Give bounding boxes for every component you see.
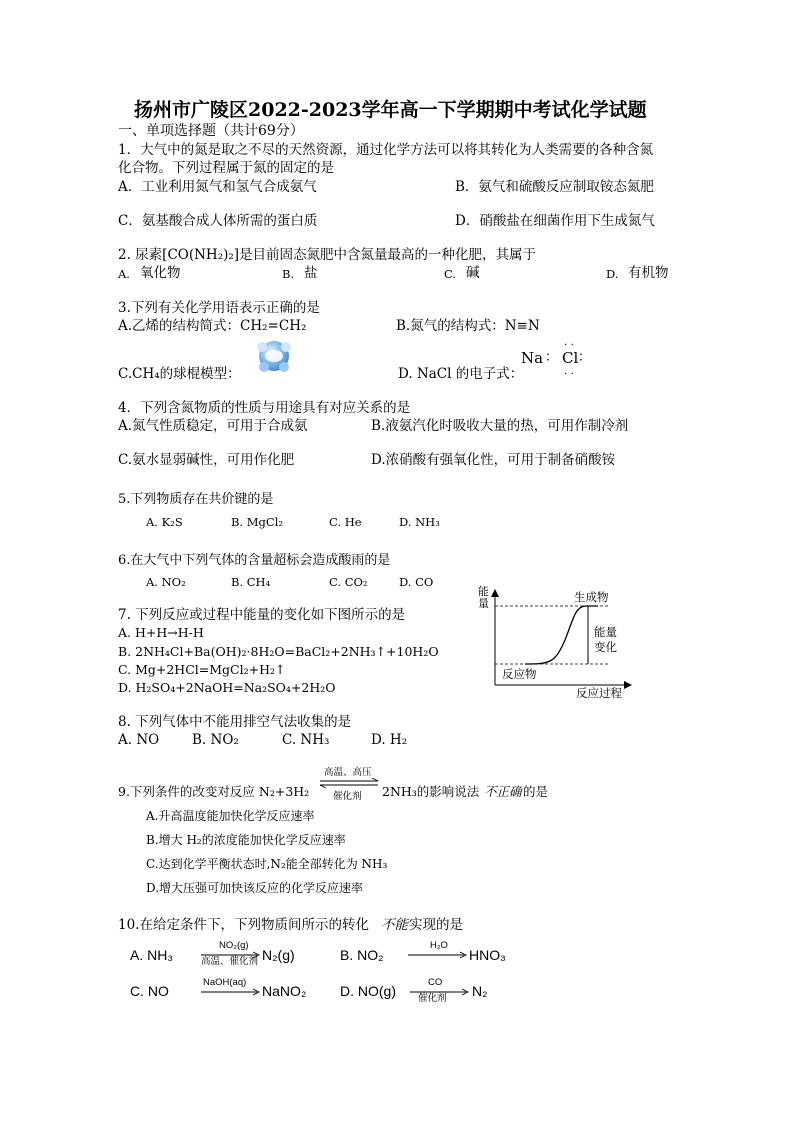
q2-option-c: 碱 xyxy=(466,265,480,281)
q9-option-c: C.达到化学平衡状态时,N₂能全部转化为 NH₃ xyxy=(146,857,388,871)
q10-stem-post: 实现的是 xyxy=(409,917,463,933)
q1-option-d: D．硝酸盐在细菌作用下生成氮气 xyxy=(455,213,655,229)
q10-d-condition-bottom: 催化剂 xyxy=(418,993,447,1004)
q10-c-condition-top: NaOH(aq) xyxy=(203,977,247,988)
graph-reactant-label: 反应物 xyxy=(502,669,537,681)
q1-option-a: A．工业利用氮气和氢气合成氨气 xyxy=(118,179,317,195)
q5-option-d: D. NH₃ xyxy=(399,515,440,529)
section-heading: 一、单项选择题（共计69分） xyxy=(118,123,304,139)
graph-x-label: 反应过程 xyxy=(576,688,622,700)
q2-option-b-key: B. xyxy=(282,267,295,281)
q6-option-b: B. CH₄ xyxy=(231,575,271,589)
q10-stem-pre: 10.在给定条件下，下列物质间所示的转化 xyxy=(118,917,369,933)
q1-stem-line1: 1．大气中的氮是取之不尽的天然资源，通过化学方法可以将其转化为人类需要的各种含氮 xyxy=(118,142,654,158)
q10-a-condition-top: NO₂(g) xyxy=(219,940,249,951)
q4-option-d: D.浓硝酸有强氧化性，可用于制备硝酸铵 xyxy=(371,452,616,468)
q2-option-a: 氧化物 xyxy=(140,265,181,281)
nacl-colon-right: ： xyxy=(578,350,592,365)
q6-option-d: D. CO xyxy=(399,575,434,589)
q9-stem-pre: 9.下列条件的改变对反应 N₂+3H₂ xyxy=(118,784,310,799)
ch4-ball-stick-model-image xyxy=(250,335,298,375)
q6-stem: 6.在大气中下列气体的含量超标会造成酸雨的是 xyxy=(118,553,391,568)
q4-option-b: B.液氨汽化时吸收大量的热，可用作制冷剂 xyxy=(371,418,629,434)
q7-option-c: C. Mg+2HCl=MgCl₂+H₂↑ xyxy=(118,662,286,677)
q4-option-c: C.氨水显弱碱性，可用作化肥 xyxy=(118,452,295,468)
q10-b-product: HNO₃ xyxy=(469,947,506,963)
q2-option-d: 有机物 xyxy=(628,265,669,281)
q3-option-d: D. NaCl 的电子式： xyxy=(398,366,524,382)
nacl-dots-top: · · xyxy=(564,339,575,351)
q5-option-a: A. K₂S xyxy=(146,515,183,529)
q2-option-c-key: C. xyxy=(444,267,457,281)
nacl-dots-bottom: · · xyxy=(564,368,575,380)
q8-option-d: D. H₂ xyxy=(371,732,408,748)
q3-stem: 3.下列有关化学用语表示正确的是 xyxy=(118,300,320,316)
q10-b-reactant: B. NO₂ xyxy=(340,947,384,963)
graph-y-label-2: 量 xyxy=(478,598,489,610)
q3-option-c: C.CH₄的球棍模型： xyxy=(118,366,241,382)
q10-b-arrow-icon xyxy=(408,951,468,959)
nacl-cl-symbol: Cl xyxy=(562,349,579,367)
q5-option-c: C. He xyxy=(329,515,362,529)
q9-option-a: A.升高温度能加快化学反应速率 xyxy=(146,809,315,823)
q9-option-b: B.增大 H₂的浓度能加快化学反应速率 xyxy=(146,833,346,847)
q10-b-condition-top: H₂O xyxy=(430,940,448,951)
q10-a-product: N₂(g) xyxy=(262,947,295,963)
q2-stem: 2. 尿素[CO(NH₂)₂]是目前固态氮肥中含氮量最高的一种化肥，其属于 xyxy=(118,247,537,263)
graph-change-label-2: 变化 xyxy=(594,642,617,654)
q10-d-reactant: D. NO(g) xyxy=(340,983,396,999)
equilibrium-arrow-icon xyxy=(318,778,380,788)
q10-stem-emphasis: 不能 xyxy=(381,917,408,933)
q9-stem-post: 的是 xyxy=(523,784,549,799)
q7-option-d: D. H₂SO₄+2NaOH=Na₂SO₄+2H₂O xyxy=(118,680,336,695)
nacl-na-symbol: Na xyxy=(521,349,544,367)
q10-a-condition-bottom: 高温、催化剂 xyxy=(201,956,259,967)
q1-stem-line2: 化合物。下列过程属于氮的固定的是 xyxy=(118,160,334,176)
q3-option-b: B.氮气的结构式：N≡N xyxy=(396,318,540,334)
q9-option-d: D.增大压强可加快该反应的化学反应速率 xyxy=(146,881,364,895)
q9-condition-bottom: 催化剂 xyxy=(333,791,362,802)
q5-option-b: B. MgCl₂ xyxy=(231,515,283,529)
q8-stem: 8. 下列气体中不能用排空气法收集的是 xyxy=(118,714,352,730)
q7-option-a: A. H+H→H-H xyxy=(118,625,204,640)
q4-stem: 4．下列含氮物质的性质与用途具有对应关系的是 xyxy=(118,400,411,416)
q9-stem-emphasis: 不正确 xyxy=(484,784,522,799)
q10-c-arrow-icon xyxy=(201,988,261,996)
page-title: 扬州市广陵区2022-2023学年高一下学期期中考试化学试题 xyxy=(134,99,647,121)
q3-option-a: A.乙烯的结构简式：CH₂=CH₂ xyxy=(118,318,307,334)
q1-option-b: B．氨气和硫酸反应制取铵态氮肥 xyxy=(455,179,654,195)
q6-option-a: A. NO₂ xyxy=(146,575,186,589)
graph-change-label-1: 能量 xyxy=(594,627,617,639)
q10-d-condition-top: CO xyxy=(428,977,443,988)
q9-stem-mid: 2NH₃的影响说法 xyxy=(382,784,480,799)
q1-option-c: C．氨基酸合成人体所需的蛋白质 xyxy=(118,213,318,229)
graph-y-label-1: 能 xyxy=(478,586,489,598)
q10-a-reactant: A. NH₃ xyxy=(130,947,174,963)
energy-curve xyxy=(525,606,598,664)
q6-option-c: C. CO₂ xyxy=(329,575,368,589)
q2-option-b: 盐 xyxy=(304,265,318,281)
graph-product-label: 生成物 xyxy=(574,592,609,604)
q5-stem: 5.下列物质存在共价键的是 xyxy=(118,492,274,507)
q10-d-product: N₂ xyxy=(472,983,488,999)
q8-option-b: B. NO₂ xyxy=(192,732,239,748)
q10-c-reactant: C. NO xyxy=(130,983,169,999)
q2-option-d-key: D. xyxy=(606,267,619,281)
q8-option-a: A. NO xyxy=(118,732,160,748)
nacl-colon-left: ： xyxy=(545,350,559,365)
q10-c-product: NaNO₂ xyxy=(262,983,307,999)
q7-stem: 7. 下列反应或过程中能量的变化如下图所示的是 xyxy=(118,607,406,623)
q4-option-a: A.氮气性质稳定，可用于合成氨 xyxy=(118,418,308,434)
q7-option-b: B. 2NH₄Cl+Ba(OH)₂·8H₂O=BaCl₂+2NH₃↑+10H₂O xyxy=(118,644,439,659)
q9-condition-top: 高温、高压 xyxy=(324,767,372,778)
q2-option-a-key: A. xyxy=(118,267,130,281)
q8-option-c: C. NH₃ xyxy=(282,732,330,748)
